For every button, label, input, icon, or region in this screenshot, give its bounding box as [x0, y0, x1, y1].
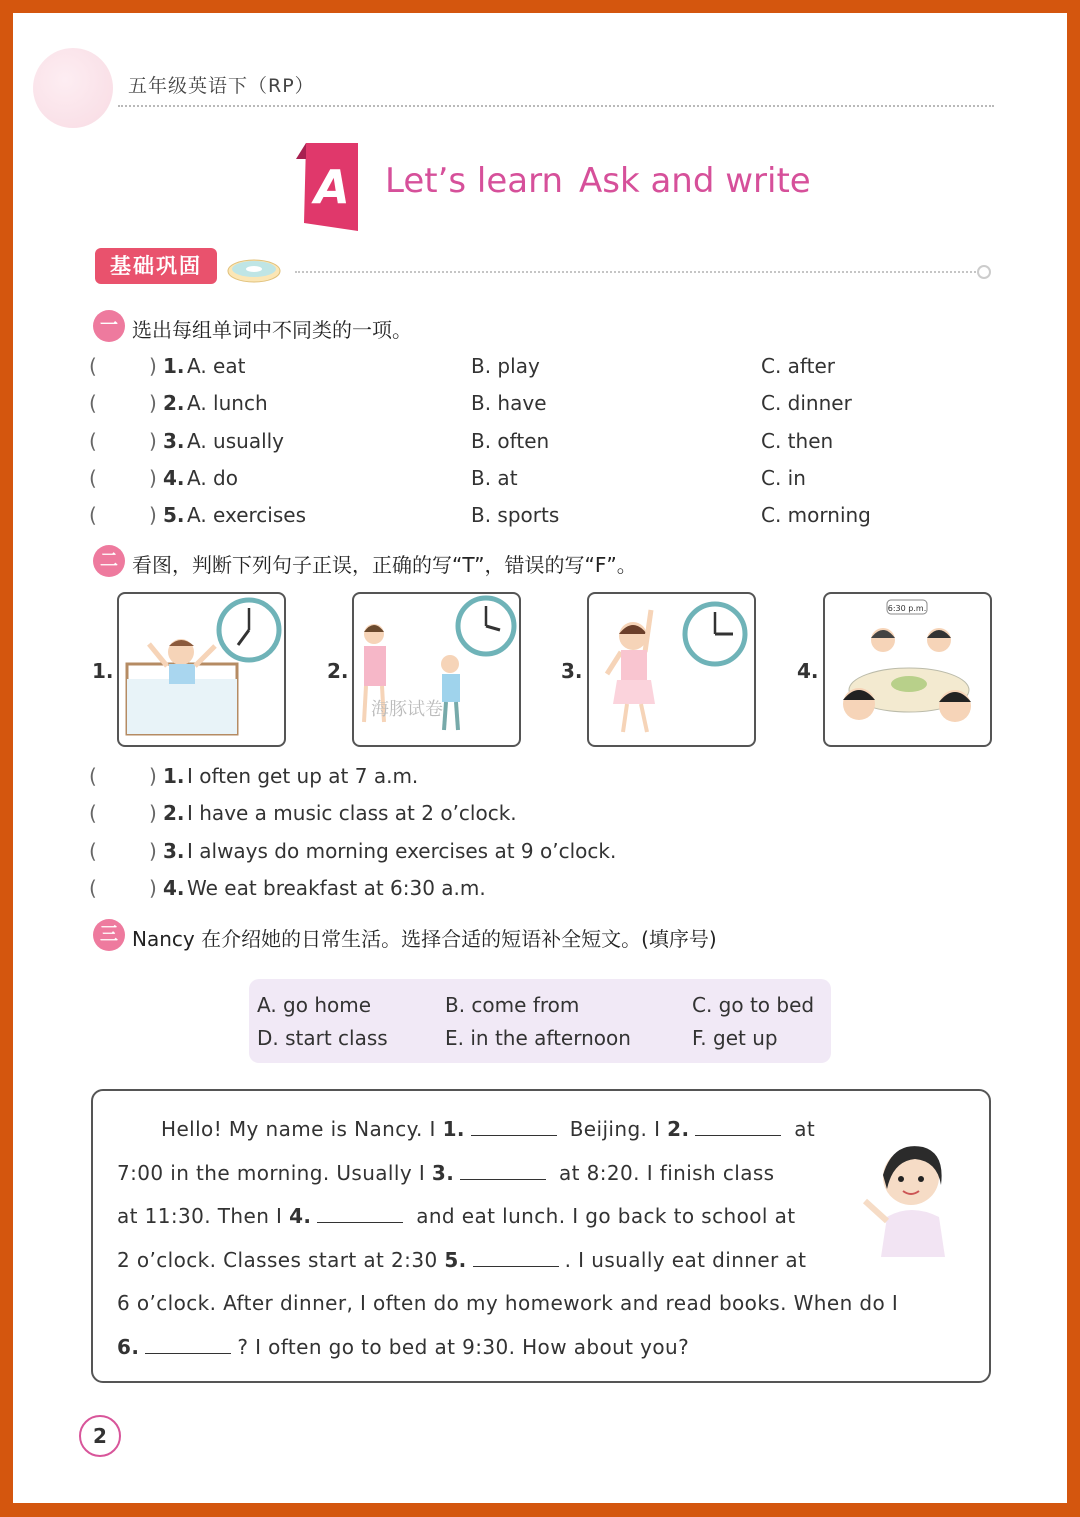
picture-family-dinner — [823, 592, 992, 747]
option-b: B. at — [471, 466, 518, 490]
answer-blank-close: ) — [149, 429, 157, 453]
divider-end-dot — [977, 265, 991, 279]
story-text: and eat lunch. I go back to school at — [416, 1204, 796, 1228]
answer-blank-close: ) — [149, 876, 157, 900]
section-2-number: 二 — [93, 545, 125, 577]
question-number: 4. — [163, 466, 185, 490]
option-a: A. lunch — [187, 391, 268, 415]
workbook-page — [13, 13, 1067, 1503]
answer-blank-close: ) — [149, 764, 157, 788]
option-a: A. eat — [187, 354, 246, 378]
option-c: C. in — [761, 466, 806, 490]
lesson-title-2: Ask and write — [579, 161, 811, 201]
question-number: 3. — [163, 839, 185, 863]
page-number: 2 — [79, 1415, 121, 1457]
phrase-option: B. come from — [445, 993, 580, 1017]
picture-label: 4. — [797, 659, 819, 683]
blank-number: 2. — [667, 1117, 690, 1141]
story-box — [91, 1089, 991, 1383]
section-badge: 基础巩固 — [95, 248, 217, 284]
question-row — [89, 466, 989, 496]
picture-label: 2. — [327, 659, 349, 683]
answer-blank[interactable]: ( — [89, 876, 97, 900]
answer-blank[interactable]: ( — [89, 354, 97, 378]
story-text: ? I often go to bed at 9:30. How about you? — [237, 1335, 690, 1359]
phrase-option: E. in the afternoon — [445, 1026, 631, 1050]
picture-morning-exercises — [587, 592, 756, 747]
question-number: 5. — [163, 503, 185, 527]
question-row — [89, 503, 989, 533]
option-a: A. exercises — [187, 503, 307, 527]
section-1-instruction: 选出每组单词中不同类的一项。 — [132, 318, 412, 342]
section-3-number: 三 — [93, 919, 125, 951]
phrase-option: F. get up — [692, 1026, 778, 1050]
option-a: A. usually — [187, 429, 285, 453]
blank-number: 5. — [444, 1248, 467, 1272]
phrase-bank — [249, 979, 831, 1063]
answer-blank[interactable]: ( — [89, 764, 97, 788]
answer-blank[interactable]: ( — [89, 429, 97, 453]
answer-blank[interactable]: ( — [89, 391, 97, 415]
option-b: B. often — [471, 429, 550, 453]
tf-question-row — [89, 839, 989, 869]
blank-number: 3. — [431, 1161, 455, 1185]
lesson-letter: A — [314, 160, 350, 214]
answer-blank-close: ) — [149, 503, 157, 527]
story-text: Beijing. I — [569, 1117, 661, 1141]
decorative-flower — [33, 48, 113, 128]
fill-blank[interactable] — [473, 1266, 559, 1267]
statement-text: I often get up at 7 a.m. — [187, 764, 419, 788]
question-row — [89, 354, 989, 384]
answer-blank[interactable]: ( — [89, 503, 97, 527]
option-c: C. morning — [761, 503, 871, 527]
header-divider — [118, 105, 994, 107]
fill-blank[interactable] — [145, 1353, 231, 1354]
story-text: 6 o’clock. After dinner, I often do my homework and read books. When do I — [117, 1291, 899, 1315]
option-c: C. then — [761, 429, 834, 453]
answer-blank-close: ) — [149, 354, 157, 378]
question-number: 4. — [163, 876, 185, 900]
story-line — [117, 1161, 775, 1185]
blank-number: 4. — [289, 1204, 312, 1228]
fill-blank[interactable] — [317, 1222, 403, 1223]
answer-blank-close: ) — [149, 391, 157, 415]
question-number: 2. — [163, 391, 185, 415]
section-1-number: 一 — [93, 310, 125, 342]
story-text: 2 o’clock. Classes start at 2:30 — [117, 1248, 438, 1272]
statement-text: I always do morning exercises at 9 o’clock. — [187, 839, 617, 863]
book-title: 五年级英语下（RP） — [128, 75, 315, 97]
tf-question-row — [89, 764, 989, 794]
badge-divider — [295, 271, 983, 273]
option-b: B. sports — [471, 503, 560, 527]
boy-in-bed-illustration — [119, 594, 284, 745]
section-2-instruction: 看图，判断下列句子正误，正确的写“T”，错误的写“F”。 — [132, 553, 637, 577]
nancy-illustration — [853, 1131, 963, 1261]
picture-label: 1. — [92, 659, 114, 683]
answer-blank[interactable]: ( — [89, 801, 97, 825]
tf-question-row — [89, 876, 989, 906]
answer-blank-close: ) — [149, 801, 157, 825]
story-text: . I usually eat dinner at — [564, 1248, 807, 1272]
option-b: B. play — [471, 354, 540, 378]
story-line — [117, 1335, 689, 1359]
blank-number: 1. — [442, 1117, 465, 1141]
statement-text: I have a music class at 2 o’clock. — [187, 801, 517, 825]
girl-exercising-illustration — [589, 594, 754, 745]
donut-icon — [225, 251, 283, 285]
question-row — [89, 429, 989, 459]
lesson-title-1: Let’s learn — [385, 161, 564, 201]
question-number: 2. — [163, 801, 185, 825]
section-3-instruction: Nancy 在介绍她的日常生活。选择合适的短语补全短文。(填序号) — [132, 927, 717, 951]
option-c: C. dinner — [761, 391, 852, 415]
answer-blank-close: ) — [149, 839, 157, 863]
answer-blank[interactable]: ( — [89, 839, 97, 863]
story-line — [161, 1117, 815, 1141]
picture-music-class — [352, 592, 521, 747]
watermark: 海豚试卷 — [371, 699, 443, 720]
story-text: at 8:20. I finish class — [559, 1161, 775, 1185]
story-line — [117, 1291, 898, 1315]
story-text: at 11:30. Then I — [117, 1204, 283, 1228]
phrase-option: D. start class — [257, 1026, 388, 1050]
story-text: Hello! My name is Nancy. I — [161, 1117, 436, 1141]
fill-blank[interactable] — [471, 1135, 557, 1136]
statement-text: We eat breakfast at 6:30 a.m. — [187, 876, 486, 900]
picture-wake-up — [117, 592, 286, 747]
story-text: at — [794, 1117, 816, 1141]
phrase-option: A. go home — [257, 993, 372, 1017]
question-row — [89, 391, 989, 421]
option-b: B. have — [471, 391, 547, 415]
question-number: 1. — [163, 764, 185, 788]
answer-blank-close: ) — [149, 466, 157, 490]
fill-blank[interactable] — [460, 1179, 546, 1180]
tf-question-row — [89, 801, 989, 831]
option-c: C. after — [761, 354, 835, 378]
family-dinner-illustration — [825, 594, 990, 745]
option-a: A. do — [187, 466, 238, 490]
story-text: 7:00 in the morning. Usually I — [117, 1161, 426, 1185]
question-number: 3. — [163, 429, 185, 453]
answer-blank[interactable]: ( — [89, 466, 97, 490]
question-number: 1. — [163, 354, 185, 378]
lesson-flag-icon — [296, 143, 368, 231]
picture-label: 3. — [561, 659, 583, 683]
digital-clock-time: 6:30 p.m. — [887, 604, 927, 613]
story-line — [117, 1248, 806, 1272]
fill-blank[interactable] — [695, 1135, 781, 1136]
teacher-and-student-illustration — [354, 594, 519, 745]
blank-number: 6. — [117, 1335, 140, 1359]
story-line — [117, 1204, 796, 1228]
phrase-option: C. go to bed — [692, 993, 815, 1017]
